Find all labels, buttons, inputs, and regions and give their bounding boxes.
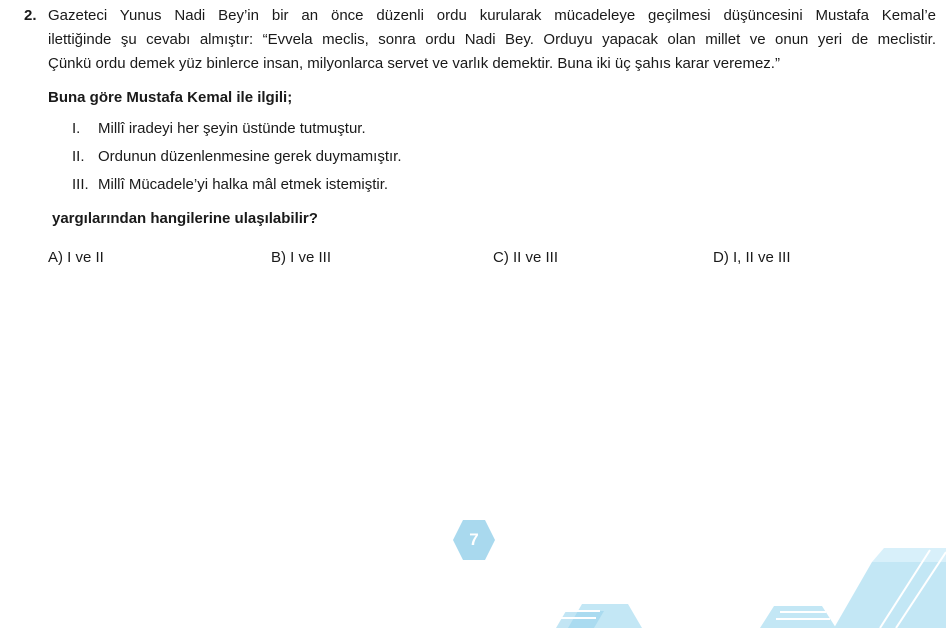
question-stem: Buna göre Mustafa Kemal ile ilgili; (48, 89, 293, 106)
option-text: I ve II (67, 249, 104, 266)
option-text: I ve III (290, 249, 332, 266)
option-text: II ve III (513, 249, 559, 266)
statement-numeral: III. (72, 176, 89, 193)
statement-text: Millî Mücadele’yi halka mâl etmek istemiştir. (98, 176, 389, 193)
statement-text: Millî iradeyi her şeyin üstünde tutmuştur. (98, 120, 366, 137)
option-letter: D) (713, 249, 729, 266)
deco-shape (834, 562, 946, 628)
deco-shape (872, 548, 946, 562)
option-text: I, II ve III (733, 249, 791, 266)
statement-numeral: I. (72, 120, 81, 137)
question-text-line: Çünkü ordu demek yüz binlerce insan, milyonlarca servet ve varlık demektir. Buna iki üç şahıs karar veremez.” (48, 55, 780, 72)
question-text-line: Gazeteci Yunus Nadi Bey’in bir an önce düzenli ordu kurularak mücadeleye geçilmesi düşüncesini Mustafa Kemal’e (48, 7, 936, 24)
question-text-line: ilettiğinde şu cevabı almıştır: “Evvela meclis, sonra ordu Nadi Bey. Orduyu yapacak olan millet ve onun yeri de meclistir. (48, 31, 936, 48)
page-number: 7 (469, 530, 479, 549)
option-letter: A) (48, 249, 63, 266)
statement-text: Ordunun düzenlenmesine gerek duymamıştır. (98, 148, 402, 165)
option-letter: B) (271, 249, 286, 266)
question-prompt: yargılarından hangilerine ulaşılabilir? (52, 210, 318, 227)
option-letter: C) (493, 249, 509, 266)
statement-numeral: II. (72, 148, 85, 165)
deco-shape (760, 606, 836, 628)
question-number: 2. (24, 7, 37, 24)
